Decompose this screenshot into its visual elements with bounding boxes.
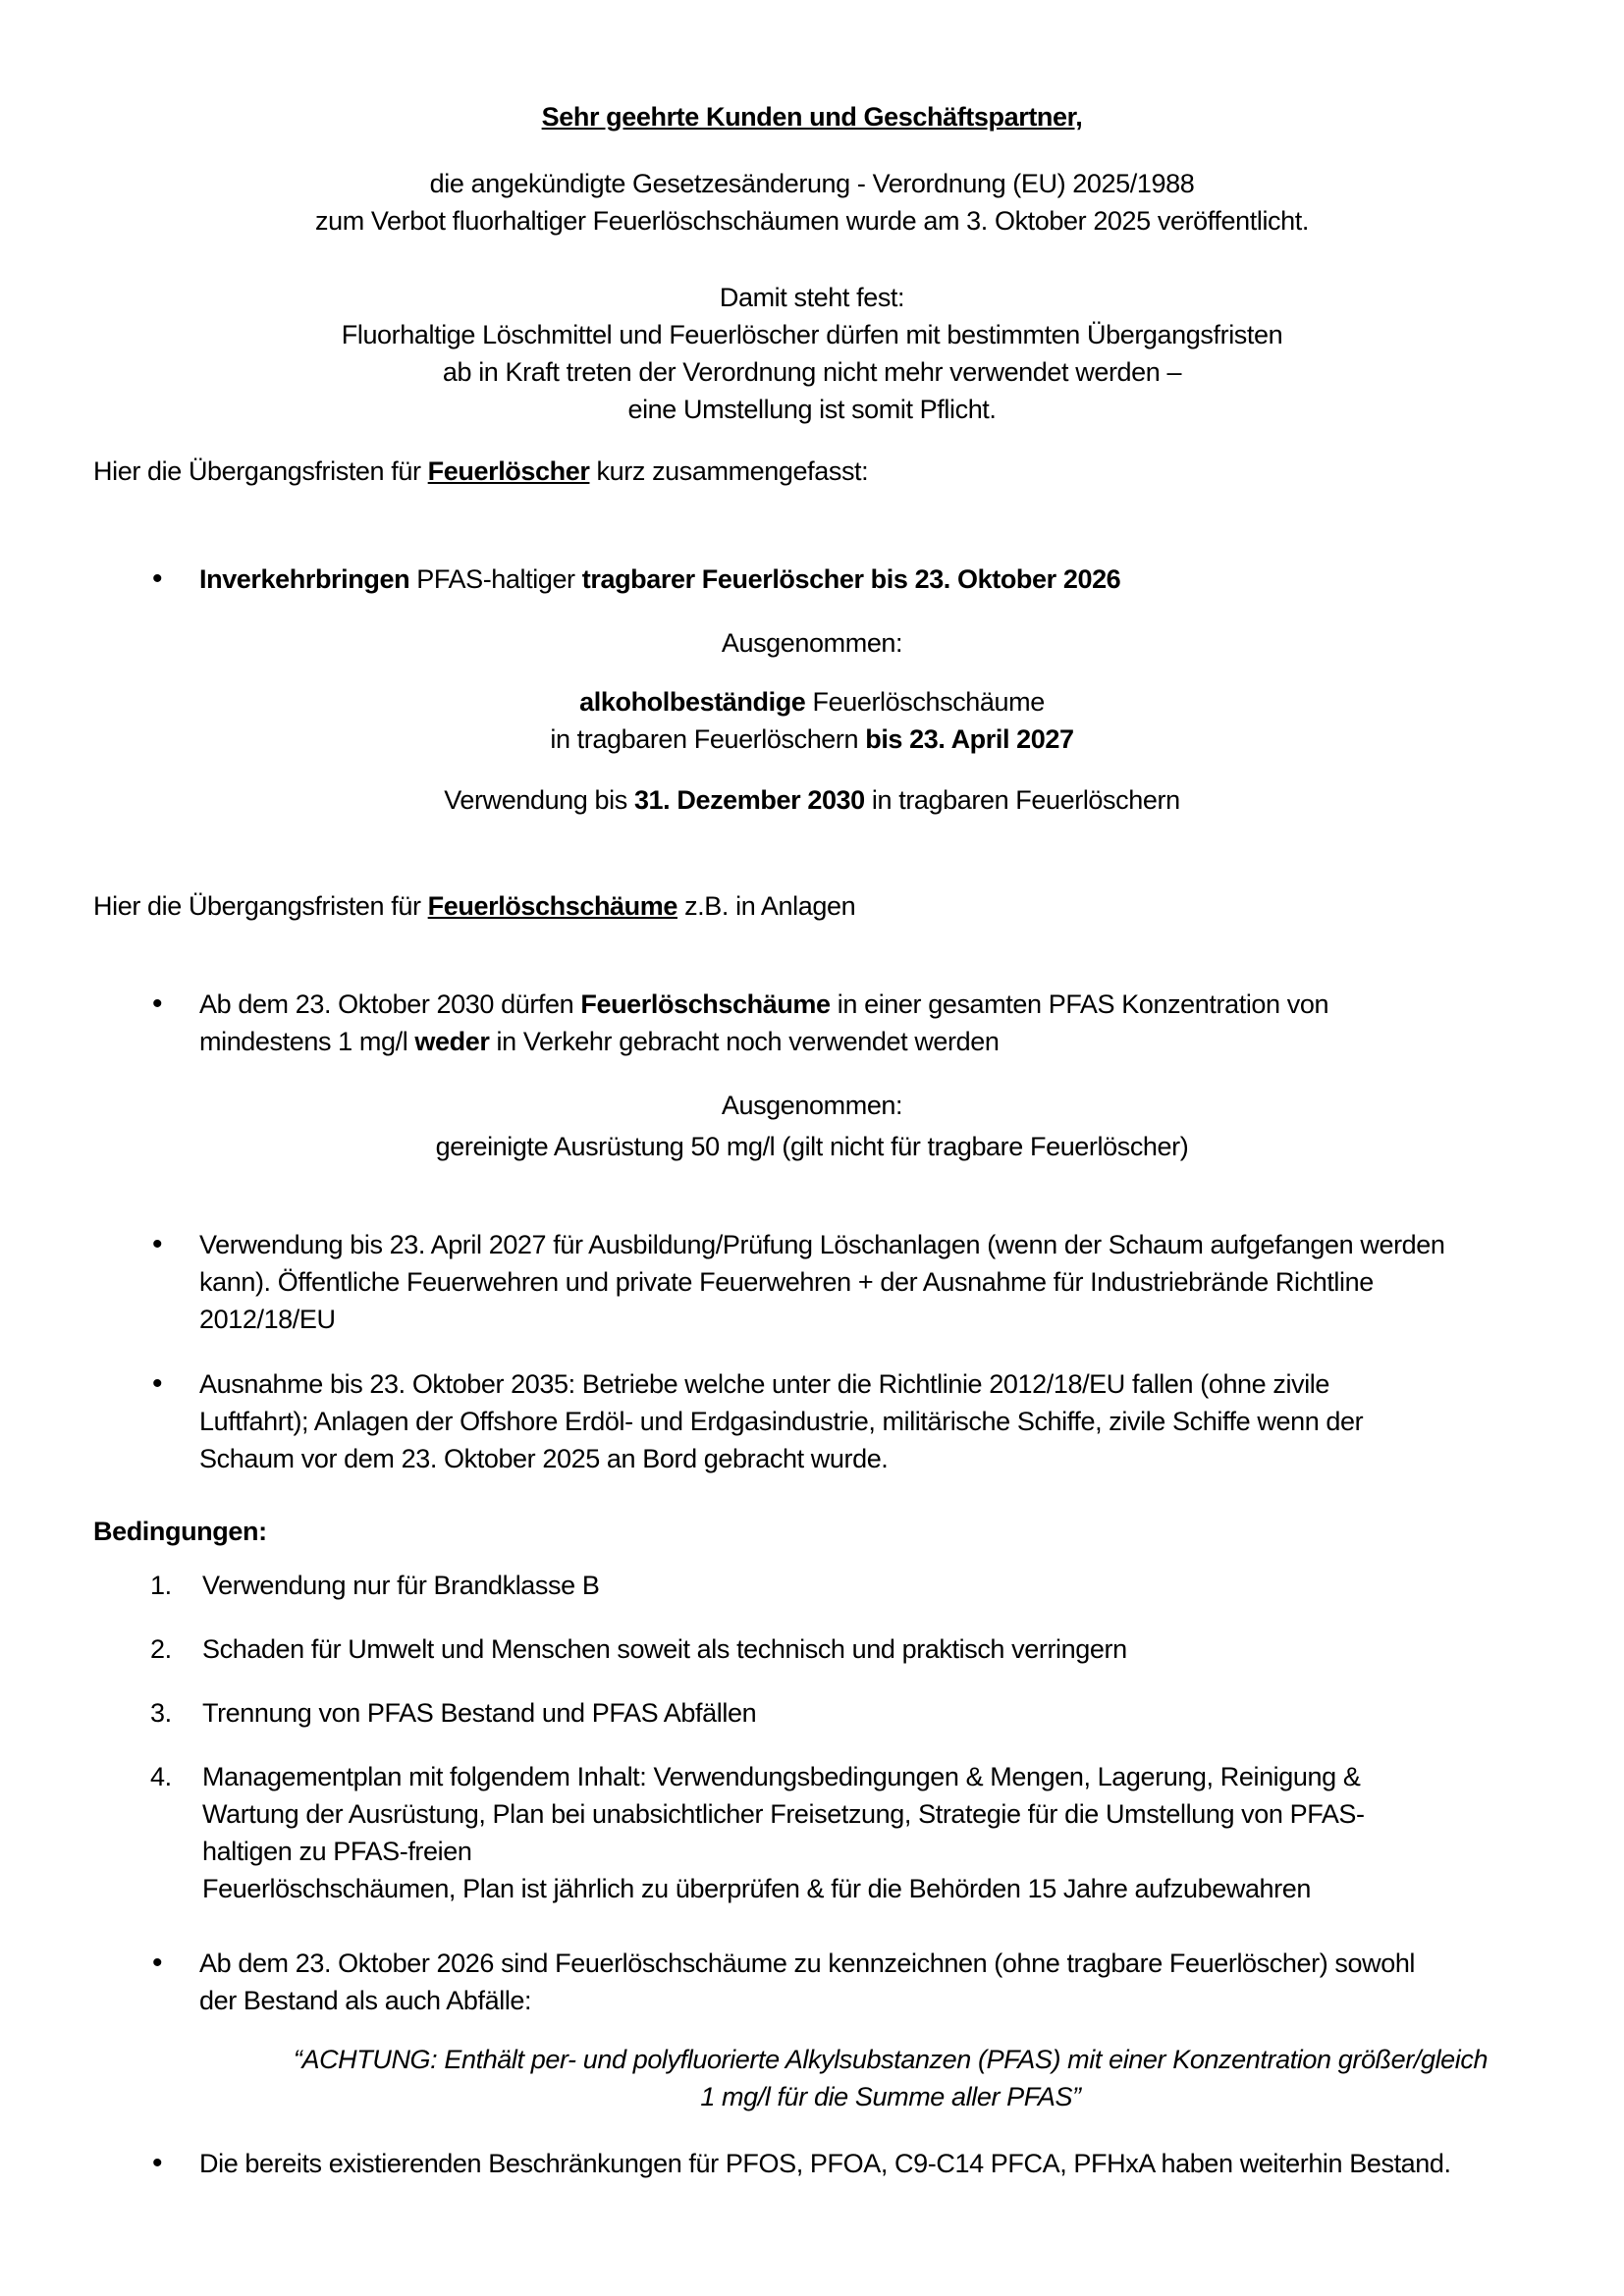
text-segment: 2012/18/EU: [199, 1305, 336, 1334]
text-line: [202, 1694, 1531, 1732]
text-line: [202, 1870, 1531, 1907]
regulation-consequence-paragraph: [93, 316, 1531, 428]
text-segment: Verwendung bis 23. April 2027 für Ausbildung/Prüfung Löschanlagen (wenn der Schaum aufgefangen werden: [199, 1230, 1445, 1259]
exception-alcohol-resistant: [93, 683, 1531, 758]
text-segment: PFAS-haltiger: [409, 564, 582, 594]
text-segment: in Verkehr gebracht noch verwendet werden: [489, 1027, 1000, 1056]
bullet-ausnahme-2035: [93, 1365, 1531, 1477]
text-line: [202, 1630, 1531, 1668]
exception-cleaned-equipment: [93, 1128, 1531, 1165]
text-line: [199, 1945, 1531, 1982]
letter-body: [93, 98, 1531, 2182]
text-segment: Die bereits existierenden Beschränkungen für PFOS, PFOA, C9-C14 PFCA, PFHxA haben weiterhin Bestand.: [199, 2149, 1451, 2178]
text-line: [93, 1128, 1531, 1165]
list-number: 4.: [150, 1762, 172, 1791]
text-line: [202, 1833, 1531, 1870]
text-segment: Luftfahrt); Anlagen der Offshore Erdöl- und Erdgasindustrie, militärische Schiffe, zivile Schiffe wenn der: [199, 1407, 1364, 1436]
text-line: [250, 2078, 1531, 2115]
text-segment: alkoholbeständige: [579, 687, 806, 717]
damit-steht-fest-line: [93, 279, 1531, 316]
bullet-existing-restrictions: [93, 2145, 1531, 2182]
text-line: [93, 279, 1531, 316]
intro-paragraph: [93, 165, 1531, 240]
text-line: [199, 1301, 1531, 1338]
text-line: [93, 683, 1531, 721]
text-segment: Hier die Übergangsfristen für: [93, 891, 428, 921]
text-segment: Sehr geehrte Kunden und Geschäftspartner,: [541, 102, 1083, 132]
text-segment: Feuerlöscher: [427, 456, 590, 486]
text-segment: der Bestand als auch Abfälle:: [199, 1986, 532, 2015]
list-number: 3.: [150, 1698, 172, 1728]
text-segment: kann). Öffentliche Feuerwehren und private Feuerwehren + der Ausnahme für Industriebrände Richtline: [199, 1267, 1374, 1297]
text-segment: Feuerlöschschäume: [427, 891, 677, 921]
list-number: 2.: [150, 1634, 172, 1664]
text-segment: kurz zusammengefasst:: [589, 456, 869, 486]
text-segment: Ausgenommen:: [721, 628, 903, 658]
text-segment: Hier die Übergangsfristen für: [93, 456, 428, 486]
text-segment: Ab dem 23. Oktober 2026 sind Feuerlöschschäume zu kennzeichnen (ohne tragbare Feuerlöscher) sowohl: [199, 1949, 1416, 1978]
condition-1: [93, 1567, 1531, 1604]
text-segment: Ab dem 23. Oktober 2030 dürfen: [199, 989, 581, 1019]
text-line: [199, 986, 1531, 1023]
text-segment: in tragbaren Feuerlöschern: [550, 724, 866, 754]
text-line: [202, 1567, 1531, 1604]
salutation-heading: [93, 98, 1531, 135]
text-line: [93, 721, 1531, 758]
list-number: 1.: [150, 1571, 172, 1600]
bullet-kennzeichnung-2026: [93, 1945, 1531, 2019]
text-segment: Feuerlöschschäume: [580, 989, 831, 1019]
text-segment: “ACHTUNG: Enthält per- und polyfluorierte Alkylsubstanzen (PFAS) mit einer Konzentration größer/gleich: [293, 2045, 1489, 2074]
text-segment: ab in Kraft treten der Verordnung nicht mehr verwendet werden –: [442, 357, 1182, 387]
condition-3: [93, 1694, 1531, 1732]
text-line: [93, 781, 1531, 819]
text-segment: Feuerlöschschäumen, Plan ist jährlich zu überprüfen & für die Behörden 15 Jahre aufzubewahren: [202, 1874, 1311, 1903]
text-segment: die angekündigte Gesetzesänderung - Verordnung (EU) 2025/1988: [429, 169, 1195, 198]
condition-2: [93, 1630, 1531, 1668]
bullet-icon: •: [152, 562, 163, 595]
bullet-inverkehrbringen: [93, 561, 1531, 598]
text-line: [202, 1758, 1531, 1795]
text-segment: Managementplan mit folgendem Inhalt: Verwendungsbedingungen & Mengen, Lagerung, Reinigung &: [202, 1762, 1361, 1791]
text-segment: eine Umstellung ist somit Pflicht.: [627, 395, 997, 424]
text-line: [93, 1513, 1531, 1550]
ausgenommen-label: [93, 624, 1531, 662]
text-line: [93, 453, 1531, 490]
text-line: [93, 887, 1531, 925]
text-line: [93, 98, 1531, 135]
text-segment: mindestens 1 mg/l: [199, 1027, 415, 1056]
text-line: [93, 624, 1531, 662]
bullet-verwendung-2027: [93, 1226, 1531, 1338]
text-segment: Verwendung nur für Brandklasse B: [202, 1571, 600, 1600]
bullet-icon: •: [152, 1947, 163, 1979]
text-line: [199, 2145, 1531, 2182]
ausgenommen-label-2: [93, 1087, 1531, 1124]
text-line: [202, 1795, 1531, 1833]
bullet-icon: •: [152, 1228, 163, 1260]
text-segment: Feuerlöschschäume: [805, 687, 1045, 717]
text-line: [93, 316, 1531, 353]
text-segment: 31. Dezember 2030: [633, 785, 865, 815]
text-line: [199, 1023, 1531, 1060]
bedingungen-heading: [93, 1513, 1531, 1550]
text-line: [199, 561, 1531, 598]
text-segment: weder: [414, 1027, 490, 1056]
text-segment: 1 mg/l für die Summe aller PFAS”: [700, 2082, 1081, 2111]
text-segment: in tragbaren Feuerlöschern: [864, 785, 1180, 815]
text-line: [199, 1263, 1531, 1301]
bullet-ab-2030: [93, 986, 1531, 1060]
text-segment: Schaden für Umwelt und Menschen soweit als technisch und praktisch verringern: [202, 1634, 1127, 1664]
text-segment: Damit steht fest:: [719, 283, 905, 312]
bullet-icon: •: [152, 2147, 163, 2179]
text-segment: Trennung von PFAS Bestand und PFAS Abfällen: [202, 1698, 757, 1728]
text-segment: Inverkehrbringen: [199, 564, 410, 594]
bullet-icon: •: [152, 988, 163, 1020]
text-segment: haltigen zu PFAS-freien: [202, 1837, 472, 1866]
text-segment: Wartung der Ausrüstung, Plan bei unabsichtlicher Freisetzung, Strategie für die Umstellung von PFAS-: [202, 1799, 1365, 1829]
text-line: [93, 202, 1531, 240]
text-segment: z.B. in Anlagen: [677, 891, 856, 921]
text-segment: gereinigte Ausrüstung 50 mg/l (gilt nicht für tragbare Feuerlöscher): [435, 1132, 1189, 1161]
text-line: [93, 165, 1531, 202]
text-line: [199, 1403, 1531, 1440]
text-line: [93, 1087, 1531, 1124]
text-segment: Schaum vor dem 23. Oktober 2025 an Bord gebracht wurde.: [199, 1444, 889, 1473]
text-segment: Bedingungen:: [93, 1517, 267, 1546]
verwendung-2030-line: [93, 781, 1531, 819]
condition-4: [93, 1758, 1531, 1907]
text-segment: Fluorhaltige Löschmittel und Feuerlöscher dürfen mit bestimmten Übergangsfristen: [341, 320, 1283, 349]
text-line: [93, 391, 1531, 428]
text-segment: Ausnahme bis 23. Oktober 2035: Betriebe welche unter die Richtlinie 2012/18/EU fallen (ohne zivile: [199, 1369, 1330, 1399]
text-segment: zum Verbot fluorhaltiger Feuerlöschschäumen wurde am 3. Oktober 2025 veröffentlicht.: [315, 206, 1309, 236]
section-heading-feuerloescher: [93, 453, 1531, 490]
text-line: [199, 1440, 1531, 1477]
text-segment: in einer gesamten PFAS Konzentration von: [830, 989, 1329, 1019]
text-segment: tragbarer Feuerlöscher bis 23. Oktober 2026: [581, 564, 1121, 594]
text-segment: bis 23. April 2027: [865, 724, 1074, 754]
text-line: [199, 1365, 1531, 1403]
bullet-icon: •: [152, 1367, 163, 1400]
section-heading-feuerloeschschaeume: [93, 887, 1531, 925]
text-line: [93, 353, 1531, 391]
text-segment: Verwendung bis: [444, 785, 634, 815]
text-line: [199, 1226, 1531, 1263]
text-line: [199, 1982, 1531, 2019]
text-line: [250, 2041, 1531, 2078]
achtung-quote: [250, 2041, 1531, 2115]
text-segment: Ausgenommen:: [721, 1091, 903, 1120]
